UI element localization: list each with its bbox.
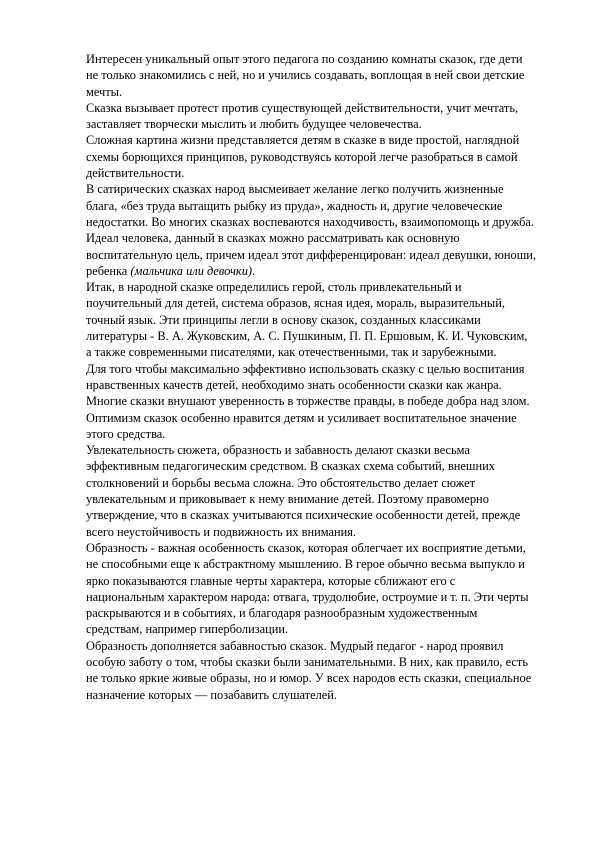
paragraph-11: Образность дополняется забавностью сказок. Мудрый педагог - народ проявил особую заботу о том, чтобы сказки были занимательными. В них, как правило, есть не только яркие живые образы, но и юмор. У всех народов есть сказки, специальное назначение которых — позабавить слушателей.	[86, 638, 532, 702]
paragraph-5-tail: .	[252, 263, 256, 278]
paragraph-4: В сатирических сказках народ высмеивает желание легко получить жизненные блага, «без труда вытащить рыбку из пруда», жадность и, другие человеческие недостатки. Во многих сказках воспеваются находчивость, взаимопомощь и дружба.	[86, 182, 535, 229]
paragraph-9: Увлекательность сюжета, образность и забавность делают сказки весьма эффективным педагогическим средством. В сказках схема событий, внешних столкновений и борьбы весьма сложна. Это обстоятельство делает сюжет увлекательным и приковывает к нему внимание детей. Поэтому правомерно утверждение, что в сказках учитываются психические особенности детей, прежде всего неустойчивость и подвижность их внимания.	[86, 443, 521, 539]
paragraph-7: Для того чтобы максимально эффективно использовать сказку с целью воспитания нравственных качеств детей, необходимо знать особенности сказки как жанра.	[86, 361, 525, 392]
document-body	[86, 51, 536, 703]
paragraph-6: Итак, в народной сказке определились герой, столь привлекательный и поучительный для детей, система образов, ясная идея, мораль, выразительный, точный язык. Эти принципы легли в основу сказок, созданных классиками литературы - В. А. Жуковским, А. С. Пушкиным, П. П. Ершовым, К. И. Чуковским, а также современными писателями, как отечественными, так и зарубежными.	[86, 280, 528, 360]
paragraph-10: Образность - важная особенность сказок, которая облегчает их восприятие детьми, не способными еще к абстрактному мышлению. В герое обычно весьма выпукло и ярко показываются главные черты характера, которые сближают его с национальным характером народа: отвага, трудолюбие, остроумие и т. п. Эти черты раскрываются и в событиях, и благодаря разнообразным художественным средствам, например гиперболизации.	[86, 540, 529, 637]
paragraph-2: Сказка вызывает протест против существующей действительности, учит мечтать, заставляет творчески мыслить и любить будущее человечества.	[86, 100, 519, 132]
paragraph-5	[86, 230, 536, 279]
paragraph-8: Многие сказки внушают уверенность в торжестве правды, в победе добра над злом. Оптимизм сказок особенно нравится детям и усиливает воспитательное значение этого средства.	[86, 394, 530, 441]
paragraph-5-italic: (мальчика или девочки)	[130, 263, 253, 278]
paragraph-5-text: Идеал человека, данный в сказках можно рассматривать как основную воспитательную цель, причем идеал этот дифференцирован: идеал девушки, юноши, ребенка	[86, 231, 536, 278]
paragraph-1: Интересен уникальный опыт этого педагога по созданию комнаты сказок, где дети не только знакомились с ней, но и учились создавать, воплощая в ней свои детские мечты.	[86, 52, 525, 99]
paragraph-3: Сложная картина жизни представляется детям в сказке в виде простой, наглядной схемы борющихся принципов, руководствуясь которой легче разобраться в самой действительности.	[86, 133, 520, 181]
